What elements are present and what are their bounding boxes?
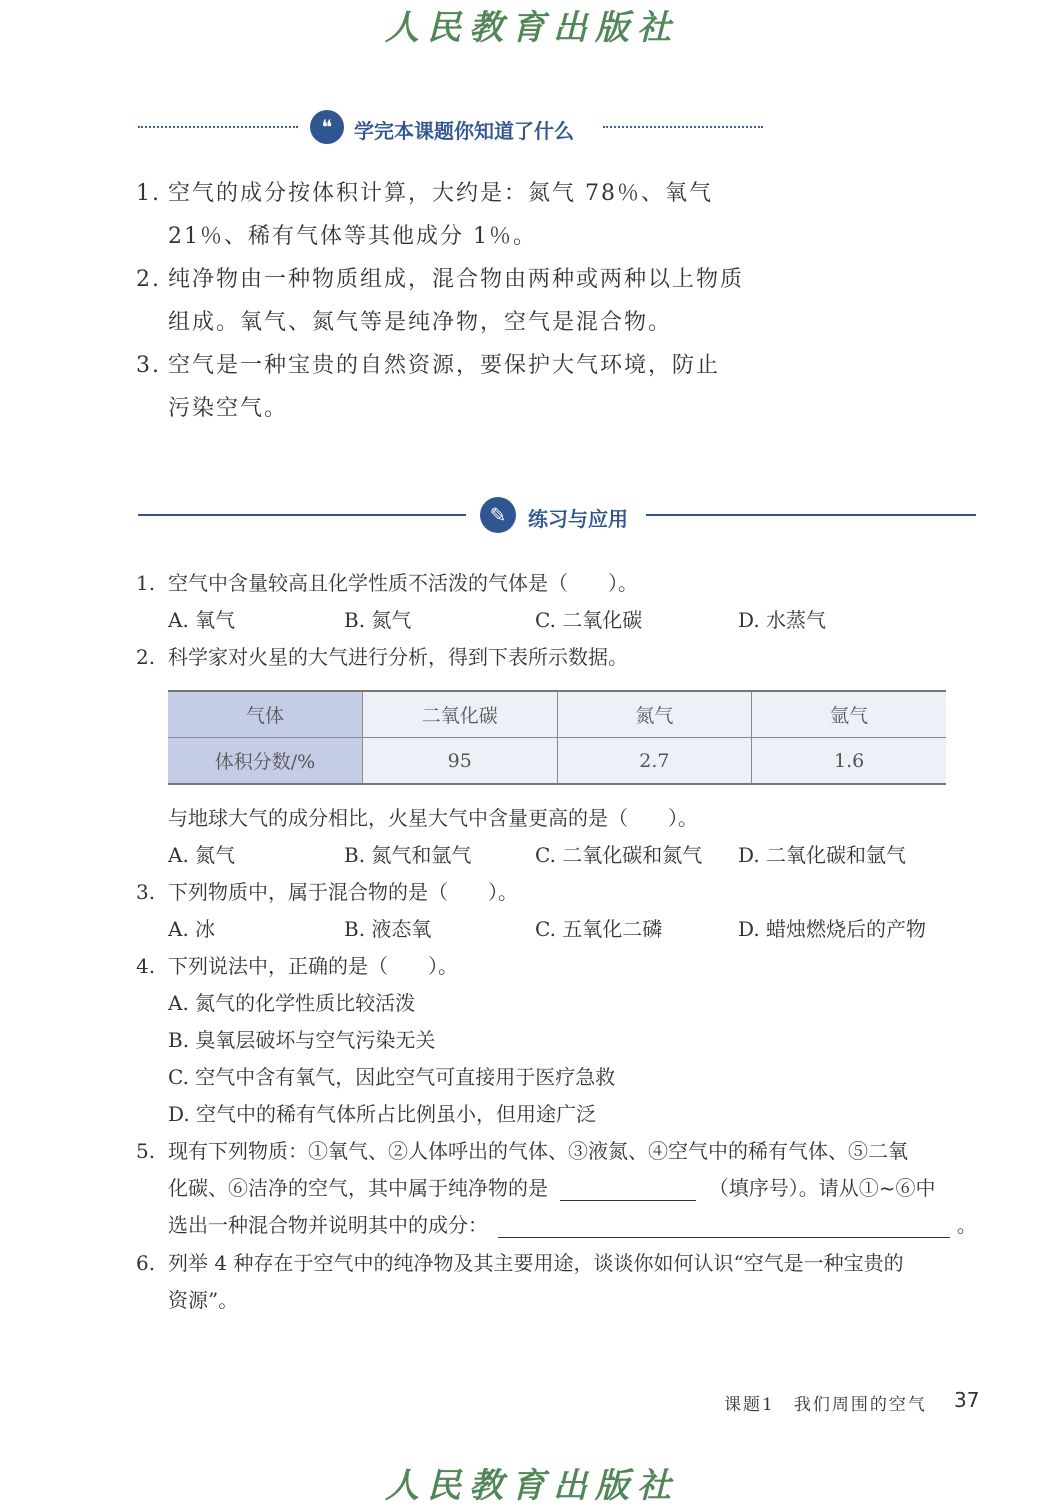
summary-item-line: 污染空气。	[168, 396, 289, 421]
question-number: 6.	[136, 1251, 156, 1275]
question-text: 化碳、⑥洁净的空气，其中属于纯净物的是	[168, 1176, 548, 1200]
option-a: A. 氮气	[168, 843, 236, 867]
summary-item-number: 1.	[136, 181, 161, 206]
mars-atmosphere-table	[168, 690, 946, 785]
option-a: A. 氧气	[168, 608, 236, 632]
summary-item-line: 空气是一种宝贵的自然资源，要保护大气环境，防止	[168, 353, 721, 378]
option-d: D. 蜡烛燃烧后的产物	[738, 917, 927, 941]
option-b: B. 液态氧	[344, 917, 432, 941]
exercise-section-title: 练习与应用	[528, 507, 628, 531]
summary-item-line: 组成。氧气、氮气等是纯净物，空气是混合物。	[168, 310, 673, 335]
summary-section-title: 学完本课题你知道了什么	[354, 119, 574, 143]
table-cell: 1.6	[752, 738, 946, 785]
table-cell: 2.7	[557, 738, 752, 785]
summary-section-header	[138, 108, 764, 148]
answer-blank[interactable]	[498, 1217, 950, 1238]
pencil-globe-icon: ✎	[480, 497, 516, 533]
question-text: 现有下列物质：①氧气、②人体呼出的气体、③液氮、④空气中的稀有气体、⑤二氧	[168, 1139, 908, 1163]
question-text: 选出一种混合物并说明其中的成分：	[168, 1213, 488, 1237]
dotted-divider-left	[138, 126, 298, 128]
summary-item-line: 纯净物由一种物质组成，混合物由两种或两种以上物质	[168, 267, 745, 292]
divider-left	[138, 514, 466, 516]
option-a: A. 冰	[168, 917, 216, 941]
page-number: 37	[954, 1388, 980, 1412]
question-text: 科学家对火星的大气进行分析，得到下表所示数据。	[168, 645, 628, 669]
question-text: 空气中含量较高且化学性质不活泼的气体是（ ）。	[168, 571, 638, 595]
speech-bubble-icon: ❝	[310, 110, 344, 144]
question-5-line-3	[168, 1212, 977, 1238]
publisher-logo-top: 人民教育出版社	[385, 8, 679, 48]
table-cell: 氩气	[752, 691, 946, 738]
divider-right	[646, 514, 976, 516]
option-b: B. 氮气和氩气	[344, 843, 472, 867]
exercise-section-header	[138, 494, 976, 538]
option-d: D. 空气中的稀有气体所占比例虽小，但用途广泛	[168, 1102, 597, 1126]
summary-list	[136, 172, 776, 430]
question-text: 资源”。	[168, 1288, 239, 1312]
option-c: C. 五氧化二磷	[535, 917, 663, 941]
option-b: B. 氮气	[344, 608, 412, 632]
question-text: （填序号）。请从①~⑥中	[708, 1176, 936, 1200]
table-header-row	[168, 691, 946, 738]
table-cell: 体积分数/%	[168, 738, 362, 785]
question-number: 2.	[136, 645, 156, 669]
question-number: 4.	[136, 954, 156, 978]
question-text: 。	[956, 1213, 977, 1237]
table-cell: 气体	[168, 691, 362, 738]
dotted-divider-right	[603, 126, 763, 128]
summary-item-number: 3.	[136, 353, 161, 378]
table-row	[168, 738, 946, 785]
question-number: 5.	[136, 1139, 156, 1163]
question-5-line-2	[168, 1175, 935, 1201]
publisher-logo-bottom: 人民教育出版社	[385, 1466, 679, 1506]
option-c: C. 空气中含有氧气，因此空气可直接用于医疗急救	[168, 1065, 616, 1089]
table-cell: 二氧化碳	[362, 691, 557, 738]
answer-blank[interactable]	[560, 1180, 696, 1201]
summary-item-line: 21％、稀有气体等其他成分 1％。	[168, 224, 537, 249]
summary-item	[136, 172, 776, 258]
summary-item-line: 空气的成分按体积计算，大约是：氮气 78％、氧气	[168, 181, 713, 206]
option-a: A. 氮气的化学性质比较活泼	[168, 991, 416, 1015]
option-c: C. 二氧化碳	[535, 608, 643, 632]
question-text: 下列物质中，属于混合物的是（ ）。	[168, 880, 518, 904]
option-b: B. 臭氧层破坏与空气污染无关	[168, 1028, 436, 1052]
table-cell: 95	[362, 738, 557, 785]
option-d: D. 水蒸气	[738, 608, 827, 632]
question-followup: 与地球大气的成分相比，火星大气中含量更高的是（ ）。	[168, 806, 698, 830]
summary-item	[136, 344, 776, 430]
option-c: C. 二氧化碳和氮气	[535, 843, 703, 867]
chapter-label: 课题1 我们周围的空气	[724, 1395, 927, 1415]
question-text: 下列说法中，正确的是（ ）。	[168, 954, 458, 978]
option-d: D. 二氧化碳和氩气	[738, 843, 907, 867]
summary-item-number: 2.	[136, 267, 161, 292]
question-number: 3.	[136, 880, 156, 904]
summary-item	[136, 258, 776, 344]
question-number: 1.	[136, 571, 156, 595]
table-cell: 氮气	[557, 691, 752, 738]
question-text: 列举 4 种存在于空气中的纯净物及其主要用途，谈谈你如何认识“空气是一种宝贵的	[168, 1251, 904, 1275]
